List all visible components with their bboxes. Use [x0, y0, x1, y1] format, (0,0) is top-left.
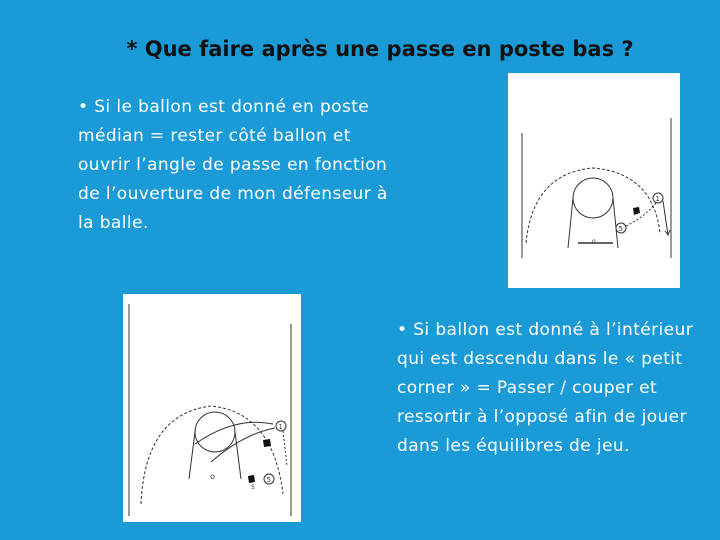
paragraph-petit-corner: • Si ballon est donné à l’intérieur qui est descendu dans le « petit corner » = Passer / couper et ressortir à l’opposé afin de jouer dans les équilibres de jeu.	[397, 320, 694, 456]
three-point-arc	[526, 168, 660, 243]
court-diagram-top-svg	[508, 73, 680, 288]
free-throw-circle	[573, 178, 613, 218]
court-diagram-bottom	[123, 294, 301, 522]
court-diagram-bottom-svg	[123, 294, 301, 522]
key-line-right	[235, 432, 241, 479]
defender-marker-1	[263, 439, 271, 447]
player-5-label: 5	[266, 476, 271, 484]
defender-label: 5	[251, 484, 255, 491]
player-1-label: 1	[278, 423, 283, 431]
key-line-left	[568, 198, 573, 248]
basket-label: o	[210, 472, 215, 481]
slide-title: * Que faire après une passe en poste bas ?	[126, 37, 634, 61]
basket-label: o	[592, 238, 596, 245]
court-diagram-top	[508, 73, 680, 288]
defender-marker-2	[248, 475, 255, 483]
pass-line	[626, 203, 656, 226]
move-line	[663, 201, 668, 235]
player-1-label: 1	[655, 195, 660, 203]
three-point-arc	[141, 406, 283, 504]
paragraph-poste-median: • Si le ballon est donné en poste médian = rester côté ballon et ouvrir l’angle de passe en fonction de l’ouverture de mon défenseur à la balle.	[78, 97, 388, 233]
move-line	[283, 431, 287, 466]
defender-marker	[633, 207, 640, 215]
key-line-left	[189, 432, 195, 479]
key-line-right	[613, 198, 618, 248]
player-5-label: 5	[618, 225, 623, 233]
